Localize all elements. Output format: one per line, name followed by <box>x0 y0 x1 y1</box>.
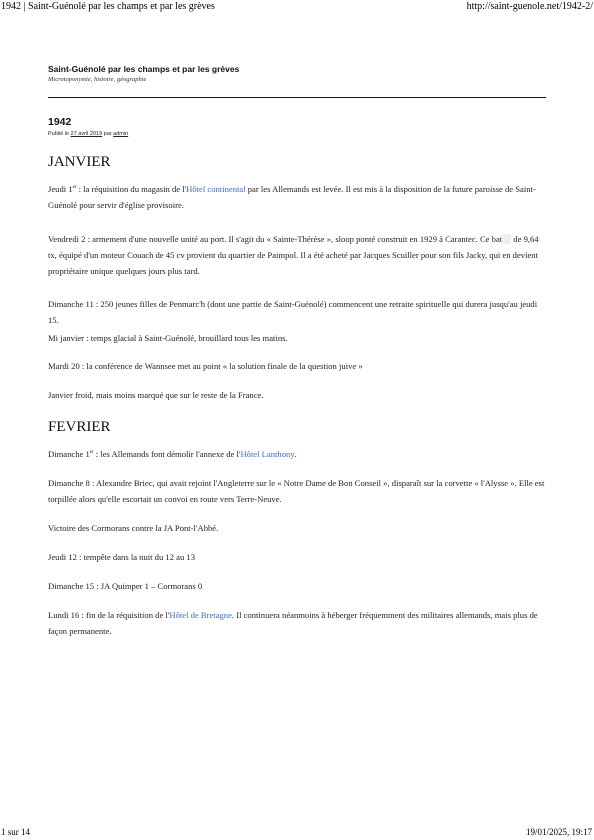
february-paragraph-6: Lundi 16 : fin de la réquisition de l'Hôtel de Bretagne. Il continuera néanmoins à héberger fréquemment des militaires allemands, mais plus de façon permanente. <box>48 610 538 636</box>
print-footer <box>0 827 594 840</box>
post-meta-by: par <box>102 131 114 137</box>
site-tagline: Microtoponymie, histoire, géographie <box>48 76 147 83</box>
scan-smudge <box>502 234 511 244</box>
january-paragraph-4: Mi janvier : temps glacial à Saint-Guénolé, brouillard tous les matins. <box>48 333 288 343</box>
header-divider <box>48 97 546 98</box>
site-header <box>48 64 546 84</box>
january-paragraph-2: Vendredi 2 : armement d'une nouvelle unité au port. Il s'agit du « Sainte-Thérèse », sloop ponté construit en 1929 à Carantec. Ce bat de 9,64 tx, équipé d'un moteur Couach de 45 cv provient du quartier de Paimpol. Il a été acheté par Jacques Scuiller pour son fils Jacky, qui en devient propriétaire unique quelques jours plus tard. <box>48 234 539 276</box>
link-hotel-lanthony[interactable]: Hôtel Lanthony <box>240 449 295 459</box>
january-paragraph-3: Dimanche 11 : 250 jeunes filles de Penmarc'h (dont une partie de Saint-Guénolé) commencent une retraite spirituelle qui durera jusqu'au jeudi 15. <box>48 299 538 325</box>
print-timestamp: 19/01/2025, 19:17 <box>525 827 592 837</box>
site-title[interactable]: Saint-Guénolé par les champs et par les grèves <box>48 64 240 74</box>
february-paragraph-3: Victoire des Cormorans contre la JA Pont-l'Abbé. <box>48 523 219 533</box>
february-paragraph-1: Dimanche 1er : les Allemands font démolir l'annexe de l'Hôtel Lanthony. <box>48 449 297 459</box>
link-hotel-continental[interactable]: Hôtel continental <box>186 184 246 194</box>
february-paragraph-2: Dimanche 8 : Alexandre Briec, qui avait rejoint l'Angleterre sur le « Notre Dame de Bon Conseil », disparaît sur la corvette « l'Alysse ». Elle est torpillée alors qu'elle escortait un convoi en route vers Terre-Neuve. <box>48 478 545 504</box>
february-paragraph-4: Jeudi 12 : tempête dans la nuit du 12 au 13 <box>48 552 196 562</box>
heading-january: JANVIER <box>48 154 111 170</box>
post-meta <box>48 131 546 138</box>
january-paragraph-5: Mardi 20 : la conférence de Wannsee met au point « la solution finale de la question juive » <box>48 361 363 371</box>
post-meta-prefix: Publié le <box>48 131 71 137</box>
print-header-url: http://saint-guenole.net/1942-2/ <box>466 1 593 12</box>
print-header <box>0 0 594 15</box>
january-paragraph-6: Janvier froid, mais moins marqué que sur le reste de la France. <box>48 390 264 400</box>
page-counter: 1 sur 14 <box>1 827 30 837</box>
link-hotel-de-bretagne[interactable]: Hôtel de Bretagne <box>169 610 232 620</box>
post-title: 1942 <box>48 116 72 128</box>
post-article <box>48 116 546 636</box>
january-paragraph-1: Jeudi 1er : la réquisition du magasin de l'Hôtel continental par les Allemands est levée. Il est mis à la disposition de la future paroisse de Saint-Guénolé pour servir d'église provisoire. <box>48 184 536 210</box>
post-author-link[interactable]: admin <box>113 131 129 137</box>
february-paragraph-5: Dimanche 15 : JA Quimper 1 – Cormorans 0 <box>48 581 203 591</box>
post-date-link[interactable]: 27 avril 2019 <box>70 131 103 137</box>
heading-february: FEVRIER <box>48 419 111 435</box>
print-header-title: 1942 | Saint-Guénolé par les champs et par les grèves <box>1 1 215 12</box>
